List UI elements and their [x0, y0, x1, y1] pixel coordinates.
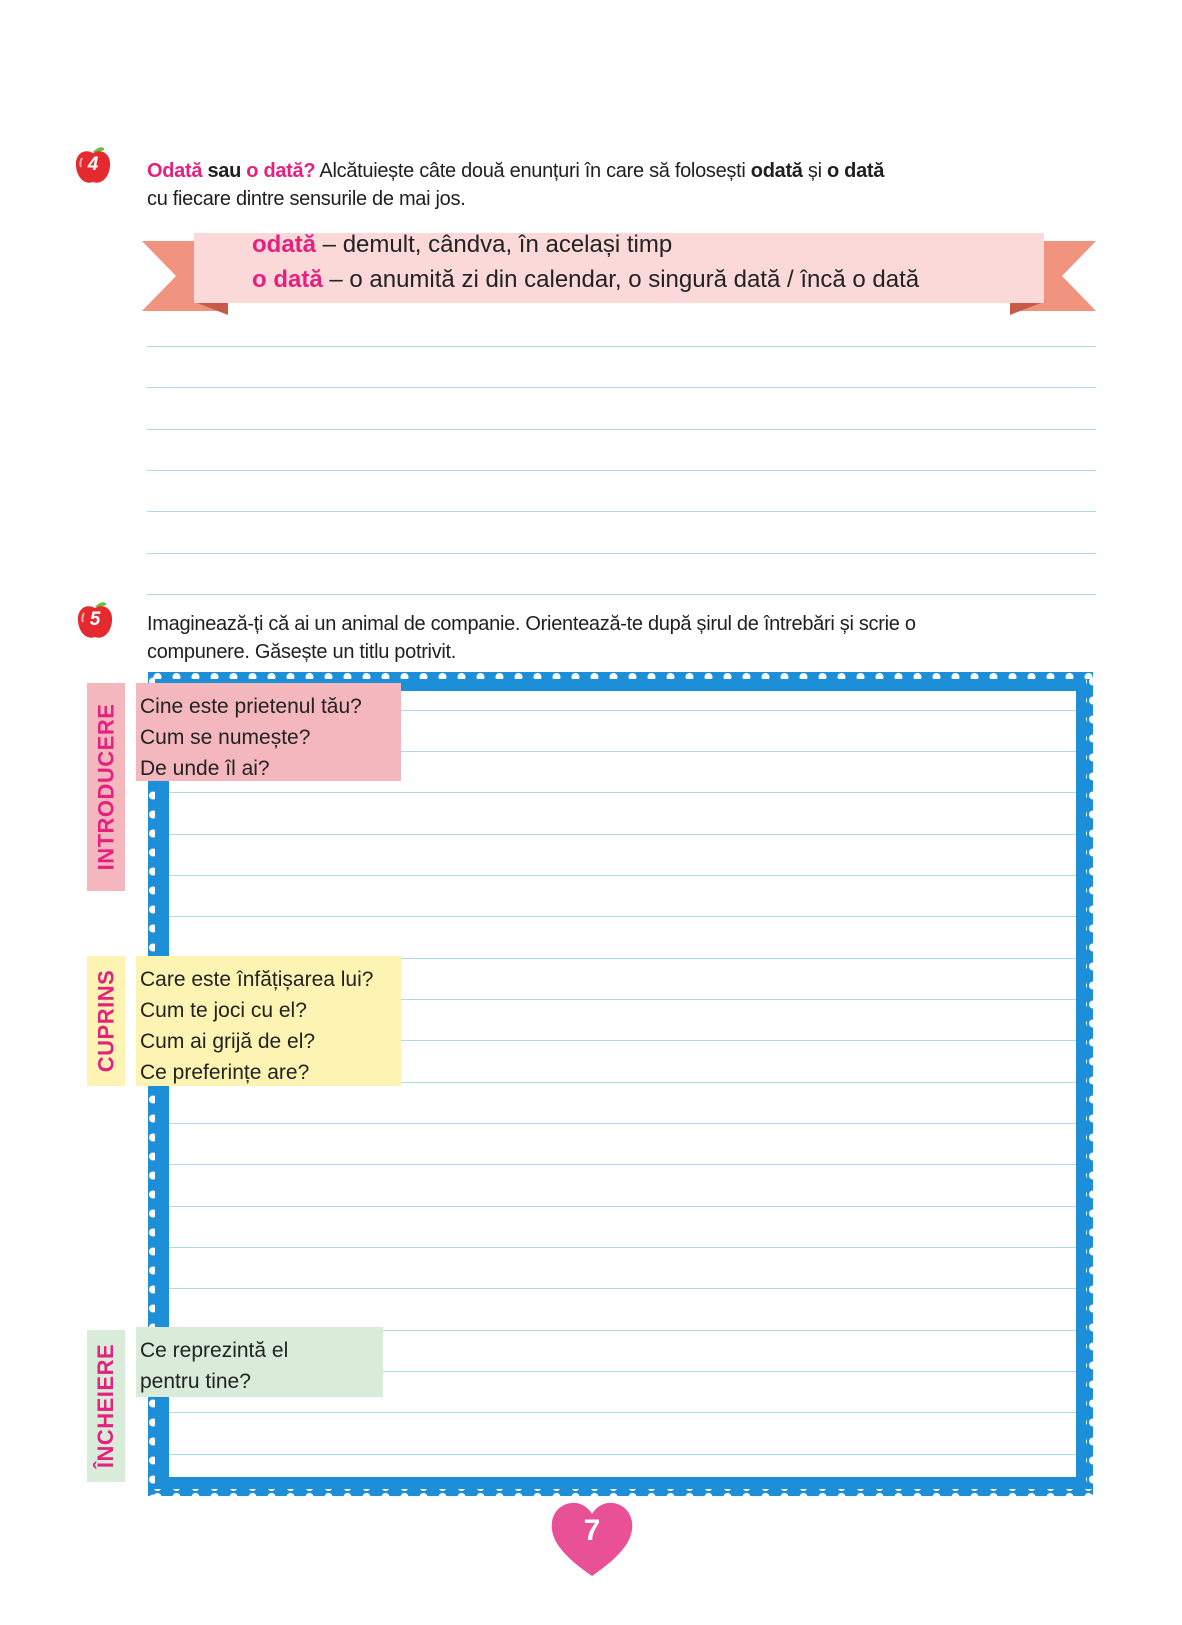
instruction-line2: cu fiecare dintre sensurile de mai jos. — [147, 188, 466, 210]
word-o-data: o dată — [826, 160, 885, 182]
composition-line[interactable] — [169, 916, 1076, 917]
writing-line[interactable] — [147, 594, 1096, 595]
writing-line[interactable] — [147, 429, 1096, 430]
composition-line[interactable] — [169, 1164, 1076, 1165]
composition-line[interactable] — [169, 1454, 1076, 1455]
composition-line[interactable] — [169, 834, 1076, 835]
title-odata: Odată — [147, 160, 203, 182]
question: Care este înfățișarea lui? — [140, 968, 374, 991]
writing-line[interactable] — [147, 470, 1096, 471]
writing-line[interactable] — [147, 511, 1096, 512]
question: Ce preferințe are? — [140, 1061, 310, 1084]
composition-line[interactable] — [169, 1206, 1076, 1207]
section-label-cuprins: CUPRINS — [87, 956, 125, 1086]
question: pentru tine? — [140, 1370, 251, 1393]
questions-cuprins — [136, 956, 401, 1086]
question: Cine este prietenul tău? — [140, 695, 362, 718]
page-number: 7 — [583, 1514, 601, 1547]
instruction-line2: compunere. Găsește un titlu potrivit. — [147, 641, 457, 663]
section-label-incheiere: ÎNCHEIERE — [87, 1330, 125, 1482]
apple-badge-5 — [75, 598, 115, 642]
question: Cum te joci cu el? — [140, 999, 307, 1022]
section-label-introducere: INTRODUCERE — [87, 683, 125, 891]
exercise4-instruction — [147, 157, 884, 213]
exercise-number: 5 — [89, 609, 101, 630]
definition-odata: odată – demult, cândva, în același timp — [252, 231, 673, 258]
composition-line[interactable] — [169, 875, 1076, 876]
composition-line[interactable] — [169, 1412, 1076, 1413]
instruction-si: și — [802, 160, 827, 182]
questions-incheiere — [136, 1327, 383, 1397]
writing-line[interactable] — [147, 346, 1096, 347]
title-sau: sau — [202, 160, 247, 182]
question: Cum se numește? — [140, 726, 311, 749]
composition-line[interactable] — [169, 1288, 1076, 1289]
title-o-data: o dată? — [246, 160, 316, 182]
composition-line[interactable] — [169, 1247, 1076, 1248]
definition-ribbon — [142, 233, 1096, 319]
word-odata: odată — [750, 160, 803, 182]
apple-badge-4 — [73, 143, 113, 187]
questions-introducere — [136, 683, 401, 781]
question: De unde îl ai? — [140, 757, 270, 780]
instruction-text: Alcătuiește câte două enunțuri în care să folosești — [315, 160, 751, 182]
writing-line[interactable] — [147, 553, 1096, 554]
writing-line[interactable] — [147, 387, 1096, 388]
instruction-line1: Imaginează-ți că ai un animal de companie. Orientează-te după șirul de întrebări și scrie o — [147, 613, 916, 635]
exercise5-instruction — [147, 610, 916, 666]
question: Ce reprezintă el — [140, 1339, 289, 1362]
question: Cum ai grijă de el? — [140, 1030, 316, 1053]
exercise-number: 4 — [87, 154, 99, 175]
composition-line[interactable] — [169, 792, 1076, 793]
definition-o-data: o dată – o anumită zi din calendar, o singură dată / încă o dată — [252, 266, 920, 293]
composition-line[interactable] — [169, 1123, 1076, 1124]
